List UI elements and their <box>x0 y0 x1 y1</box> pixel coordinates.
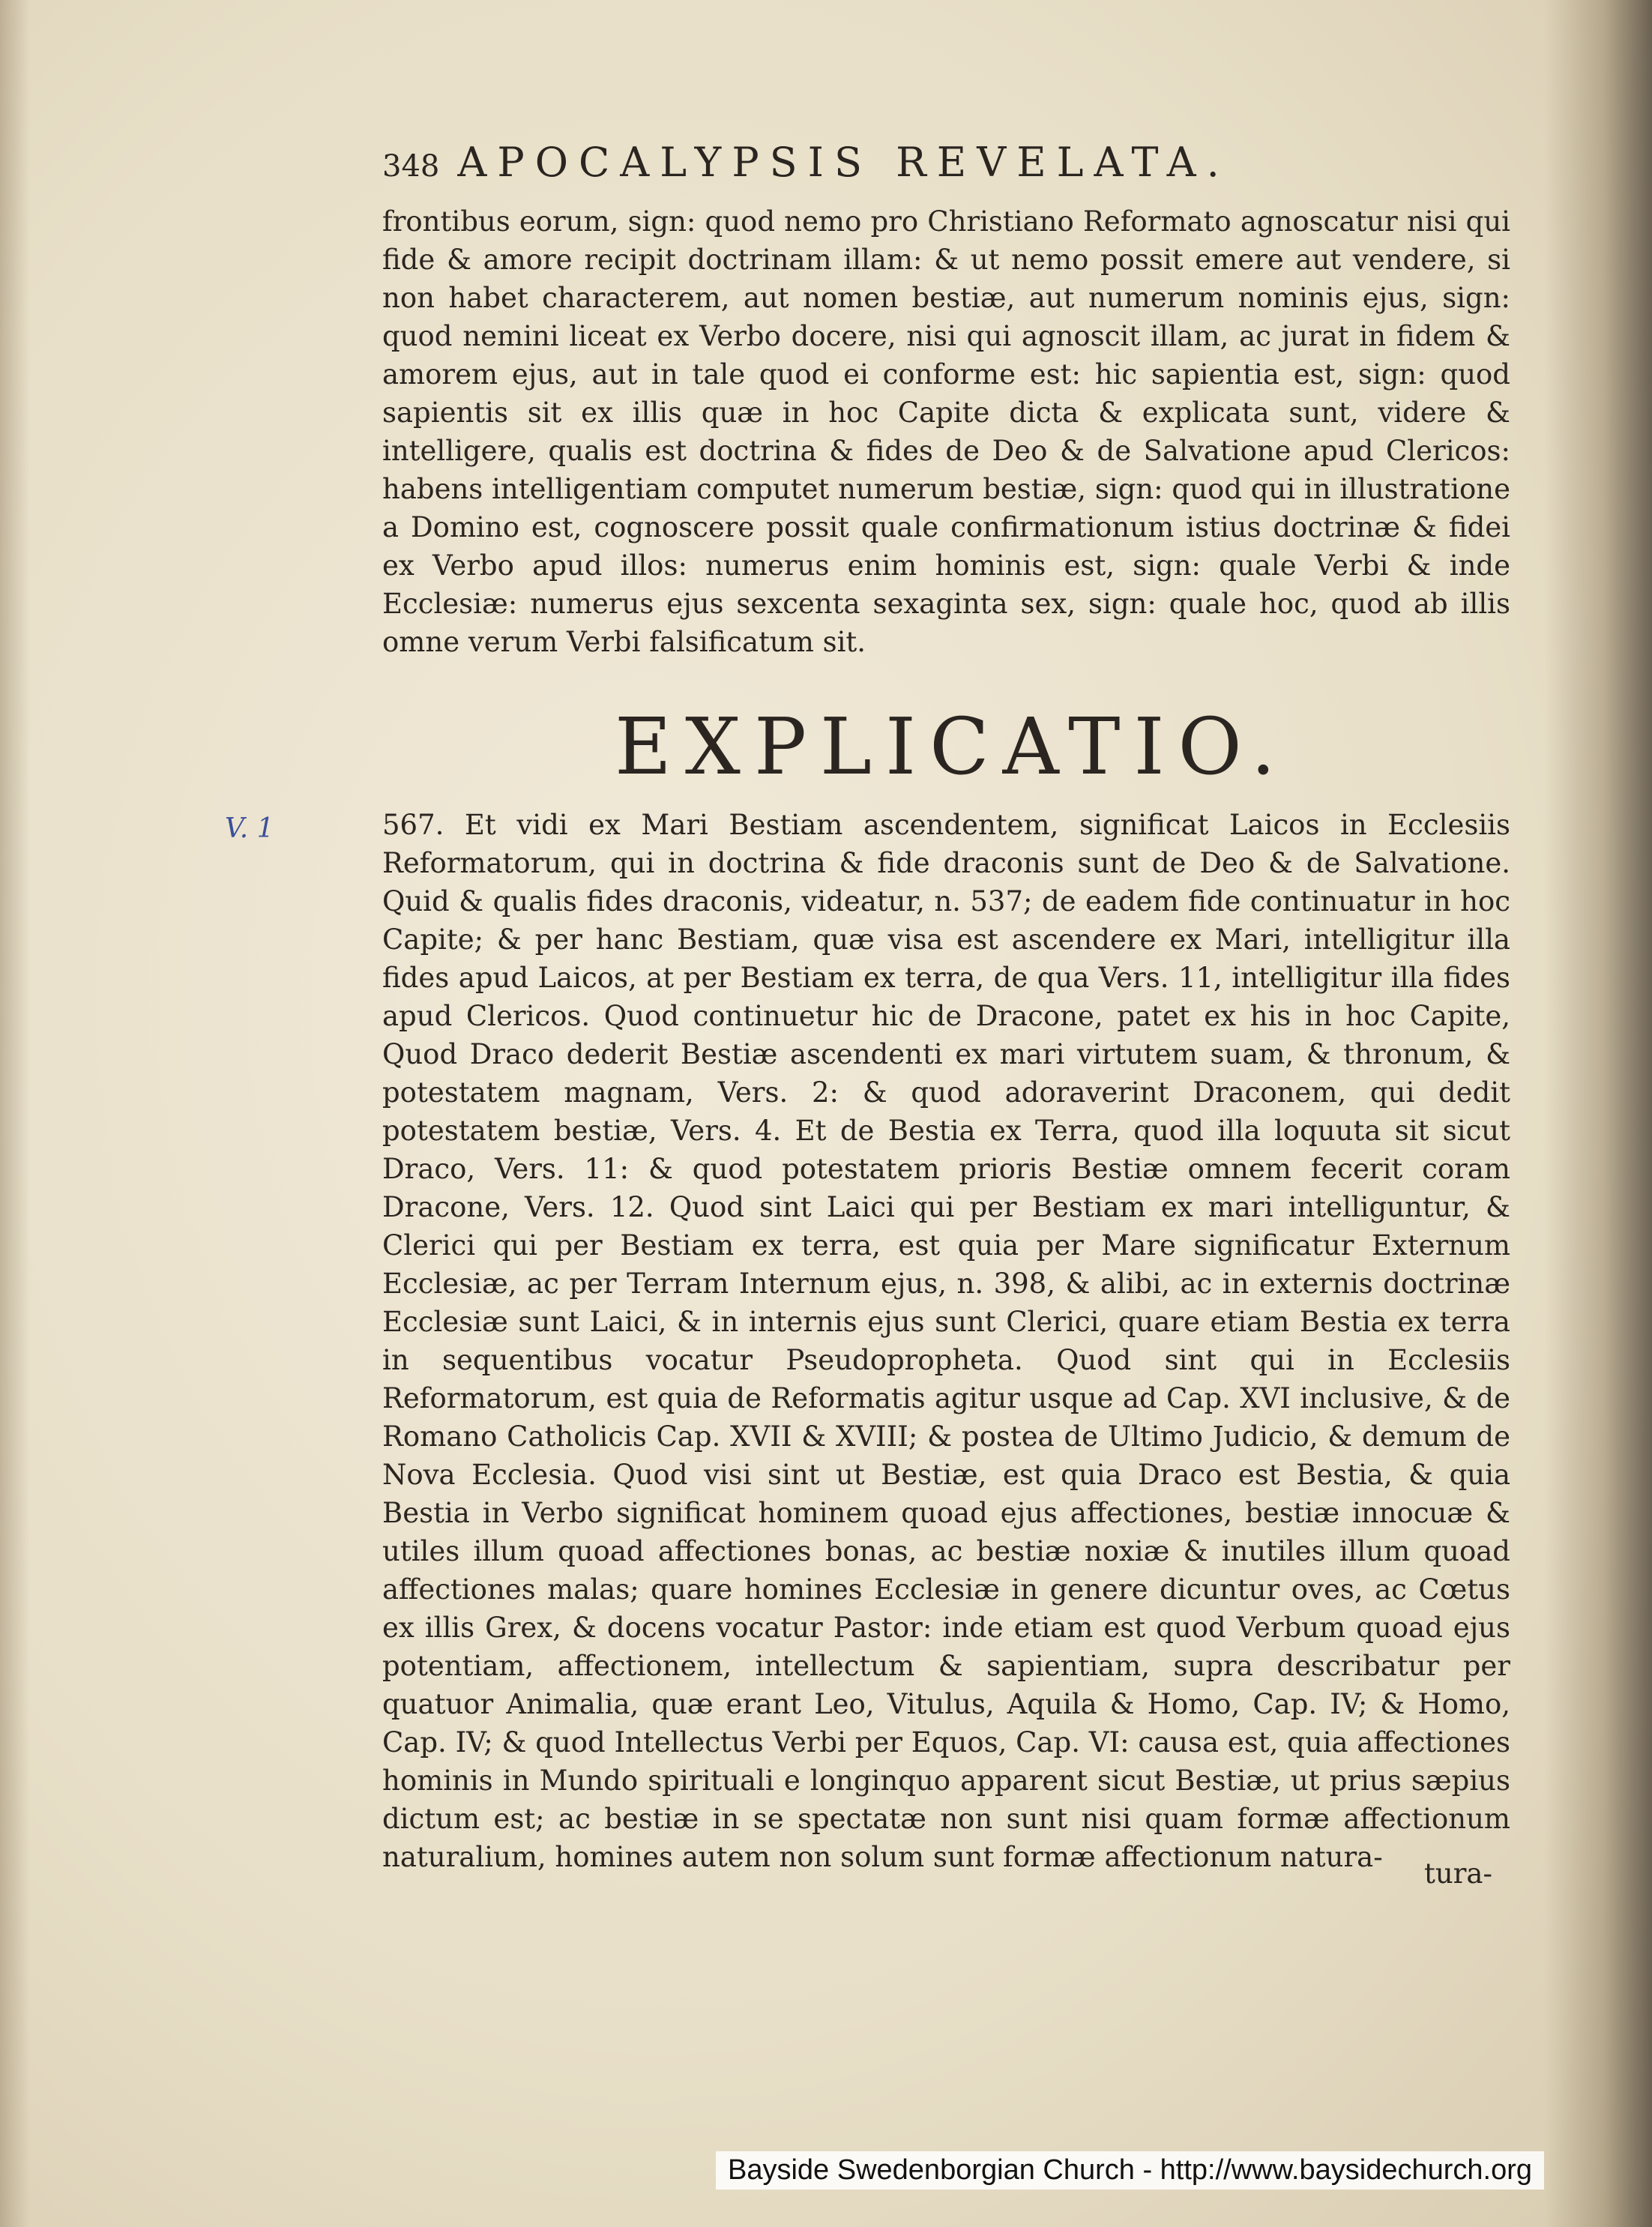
paragraph-main: 567. Et vidi ex Mari Bestiam ascendentem, significat Laicos in Ecclesiis Reformatorum, qui in doctrina & fide draconis sunt de Deo & de Salvatione. Quid & qualis fides draconis, videatur, n. 537; de eadem fide continuatur in hoc Capite; & per hanc Bestiam, quæ visa est ascendere ex Mari, intelligitur illa fides apud Laicos, at per Bestiam ex terra, de qua Vers. 11, intelligitur illa fides apud Clericos. Quod continuetur hic de Dracone, patet ex his in hoc Capite, Quod Draco dederit Bestiæ ascendenti ex mari virtutem suam, & thronum, & potestatem magnam, Vers. 2: & quod adoraverint Draconem, qui dedit potestatem bestiæ, Vers. 4. Et de Bestia ex Terra, quod illa loquuta sit sicut Draco, Vers. 11: & quod potestatem prioris Bestiæ omnem fecerit coram Dracone, Vers. 12. Quod sint Laici qui per Bestiam ex mari intelliguntur, & Clerici qui per Bestiam ex terra, est quia per Mare significatur Externum Ecclesiæ, ac per Terram Internum ejus, n. 398, & alibi, ac in externis doctrinæ Ecclesiæ sunt Laici, & in internis ejus sunt Clerici, quare etiam Bestia ex terra in sequentibus vocatur Pseudopropheta. Quod sint qui in Ecclesiis Reformatorum, est quia de Reformatis agitur usque ad Cap. XVI inclusive, & de Romano Catholicis Cap. XVII & XVIII; & postea de Ultimo Judicio, & demum de Nova Ecclesia. Quod visi sint ut Bestiæ, est quia Draco est Bestia, & quia Bestia in Verbo significat hominem quoad ejus affectiones, bestiæ innocuæ & utiles illum quoad affectiones bonas, ac bestiæ noxiæ & inutiles illum quoad affectiones malas; quare homines Ecclesiæ in genere dicuntur oves, ac Cœtus ex illis Grex, & docens vocatur Pastor: inde etiam est quod Verbum quoad ejus potentiam, affectionem, intellectum & sapientiam, supra describatur per quatuor Animalia, quæ erant Leo, Vitulus, Aquila & Homo, Cap. IV; & Homo, Cap. IV; & quod Intellectus Verbi per Equos, Cap. VI: causa est, quia affectiones hominis in Mundo spirituali e longinquo apparent sicut Bestiæ, ut prius sæpius dictum est; ac bestiæ in se spectatæ non sunt nisi quam formæ affectionum naturalium, homines autem non solum sunt formæ affectionum natura- <box>382 809 1510 1873</box>
handwritten-margin-note: V. 1 <box>225 813 274 844</box>
spine-shadow <box>1544 0 1652 2227</box>
page-edge-shadow <box>0 0 30 2227</box>
running-head <box>382 139 1522 199</box>
footer-credit: Bayside Swedenborgian Church - http://www.baysidechurch.org <box>716 2151 1544 2190</box>
running-title: APOCALYPSIS REVELATA. <box>457 139 1230 186</box>
paragraph-top: frontibus eorum, sign: quod nemo pro Christiano Reformato agnoscatur nisi qui fide & amore recipit doctrinam illam: & ut nemo possit emere aut vendere, si non habet characterem, aut nomen bestiæ, aut numerum nominis ejus, sign: quod nemini liceat ex Verbo docere, nisi qui agnoscit illam, ac jurat in fidem & amorem ejus, aut in tale quod ei conforme est: hic sapientia est, sign: quod sapientis sit ex illis quæ in hoc Capite dicta & explicata sunt, videre & intelligere, qualis est doctrina & fides de Deo & de Salvatione apud Clericos: habens intelligentiam computet numerum bestiæ, sign: quod qui in illustratione a Domino est, cognoscere possit quale confirmationum istius doctrinæ & fidei ex Verbo apud illos: numerus enim hominis est, sign: quale Verbi & inde Ecclesiæ: numerus ejus sexcenta sexaginta sex, sign: quale hoc, quod ab illis omne verum Verbi falsificatum sit. <box>382 205 1510 658</box>
section-heading: EXPLICATIO. <box>615 701 1289 792</box>
page-number: 348 <box>382 149 440 184</box>
catchword: tura- <box>1424 1857 1492 1890</box>
